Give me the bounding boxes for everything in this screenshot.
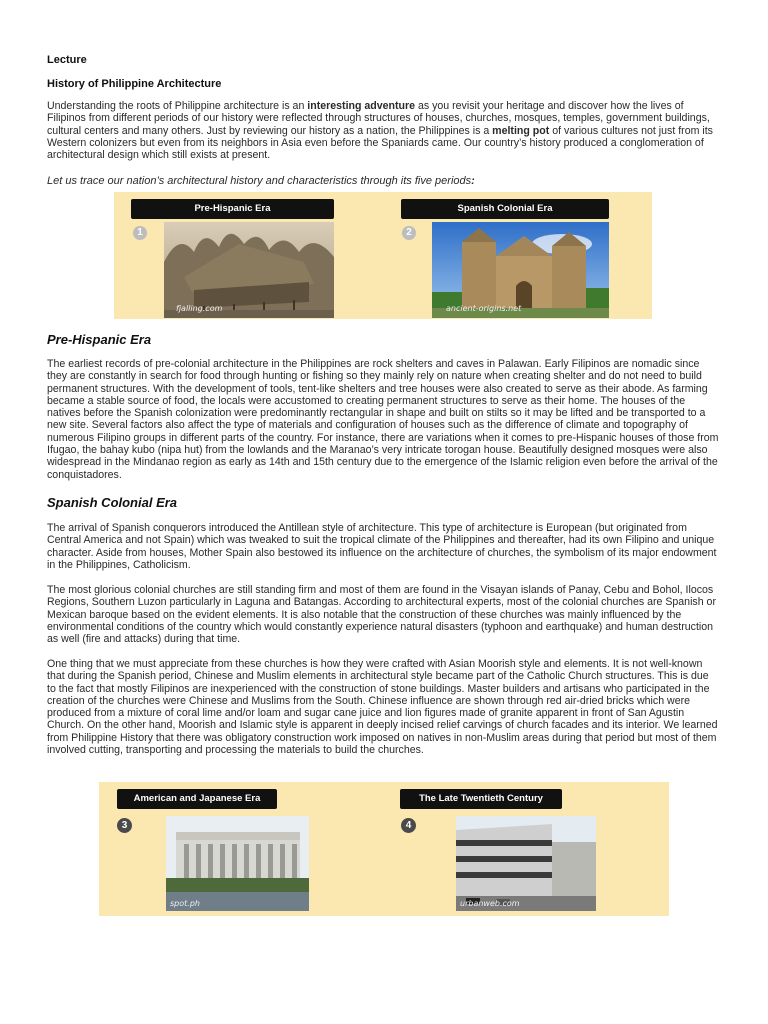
pre-hispanic-paragraph: The earliest records of pre-colonial architecture in the Philippines are rock shelters and caves in Palawan. Early Filipinos are nomadic since they are constantly in search for food through hunting or fishing so they mainly rely on nature when creating shelter and do not need to build permanent structures. With the development of tools, tent-like shelters and tree houses were also created to serve as their abode. As farming became a stable source of food, the locals were accustomed to creating permanent structures to serve as their home. The houses of the natives before the Spanish colonization were predominantly rectangular in shape and built on stilts so it may be lifted and be transported to a new site. Several factors also affect the type of materials and configuration of houses such as the difference of climate and topography of numerous Filipino groups in different parts of the country. For instance, there are variations when it comes to pre-Hispanic houses of those from Ifugao, the bahay kubo (nipa hut) from the lowlands and the Maranao’s very intricate torogan house. Beautifully designed mosques were also widespread in the Mindanao region as early as 14th and 15th century due to the emergence of the Islamic religion even before the arrival of the conquistadores.	[47, 358, 719, 481]
document-title: History of Philippine Architecture	[47, 78, 222, 90]
photo-credit-4: urbanweb.com	[460, 899, 520, 908]
era-tag-american-japanese: American and Japanese Era	[117, 789, 277, 809]
modern-building-image	[456, 816, 596, 911]
church-photo	[432, 222, 609, 318]
lecture-label: Lecture	[47, 54, 87, 66]
photo-credit-1: fjalling.com	[176, 304, 223, 313]
era-tag-spanish-colonial: Spanish Colonial Era	[401, 199, 609, 219]
era-panel-top	[114, 192, 652, 319]
era-number-1: 1	[133, 226, 147, 240]
era-tag-late-twentieth: The Late Twentieth Century	[400, 789, 562, 809]
post-office-photo	[166, 816, 309, 911]
era-number-4: 4	[401, 818, 416, 833]
spanish-paragraph-2: The most glorious colonial churches are still standing firm and most of them are found in the Visayan islands of Panay, Cebu and Bohol, Ilocos Regions, Southern Luzon particularly in Laguna and Batangas. According to architectural experts, most of the colonial churches are Spanish or Mexican baroque based on the evident elements. It is also notable that the construction of these churches was mainly influenced by the environmental conditions of the country which would constantly experience natural disasters (typhoon and earthquake) and human destruction as well (fire and attacks) during that time.	[47, 584, 716, 646]
spanish-paragraph-1: The arrival of Spanish conquerors introduced the Antillean style of architecture. This type of architecture is European (but originated from Central America and not Spain) which was tweaked to suit the tropical climate of the Philippines and thereafter, had its own Filipino and unique character. Aside from houses, Mother Spain also bestowed its influence on the architecture of churches, the symbolism of its major endowment in the Philippines, Catholicism.	[47, 522, 717, 571]
intro-paragraph: Understanding the roots of Philippine architecture is an interesting adventure as you revisit your heritage and discover how the lives of Filipinos from different periods of our history were reflected through structures of houses, churches, mosques, temples, government buildings, cultural centers and many others. Just by reviewing our history as a nation, the Philippines is a melting pot of various cultures not just from its Western colonizers but even from its neighbors in Asia even before the Spaniards came. Our country’s history produced a conglomeration of architectural design which still exists at present.	[47, 100, 713, 162]
nipa-hut-photo	[164, 222, 334, 318]
era-number-2: 2	[402, 226, 416, 240]
era-tag-pre-hispanic: Pre-Hispanic Era	[131, 199, 334, 219]
era-number-3: 3	[117, 818, 132, 833]
trace-line: Let us trace our nation’s architectural history and characteristics through its five periods:	[47, 175, 475, 187]
photo-credit-2: ancient-origins.net	[446, 304, 522, 313]
photo-credit-3: spot.ph	[170, 899, 200, 908]
era-panel-bottom	[99, 782, 669, 916]
modern-building-photo	[456, 816, 596, 911]
spanish-paragraph-3: One thing that we must appreciate from these churches is how they were crafted with Asian Moorish style and elements. It is not well-known that during the Spanish period, Chinese and Muslim elements in architectural style became part of the Catholic Church structures. This is due to the fact that mostly Filipinos are inexperienced with the construction of stone buildings. Master builders and artisans who participated in the creation of the churches were Chinese and Muslims from the South. Chinese influence are shown through red air-dried bricks which were produced from a mixture of coral lime and/or loam and sugar cane juice and lion figures made of granite apparent in front of San Agustin Church. On the other hand, Moorish and Islamic style is apparent in deeply incised relief carvings of church facades and its interior. We learned from Philippine History that there was obligatory construction work imposed on natives in non-Muslim areas during that period but most of them involved cutting, transporting and processing the materials to build the churches.	[47, 658, 718, 757]
heading-spanish-colonial: Spanish Colonial Era	[47, 495, 178, 510]
manila-post-office-image	[166, 816, 309, 911]
heading-pre-hispanic: Pre-Hispanic Era	[47, 332, 152, 347]
